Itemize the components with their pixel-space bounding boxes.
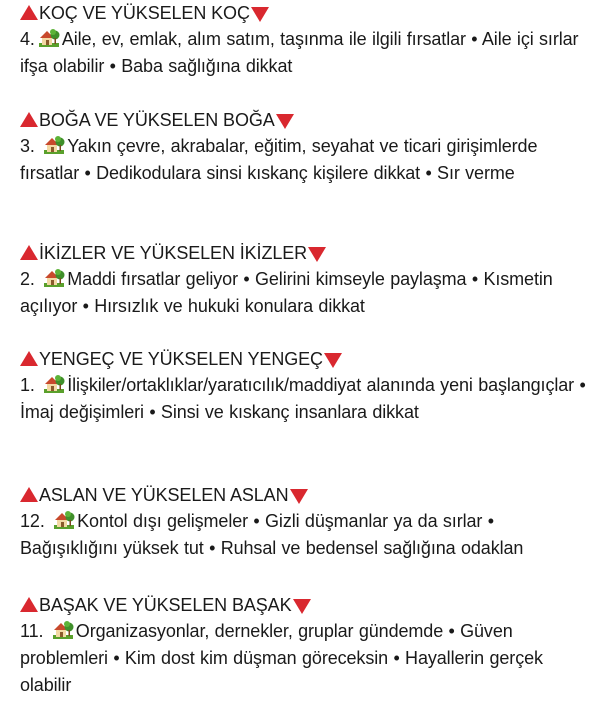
forecast-text: Organizasyonlar, dernekler, gruplar gündemde • Güven problemleri • Kim dost kim düşman göreceksin • Hayallerin gerçek olabilir (20, 621, 543, 695)
sign-heading (20, 0, 595, 26)
house-with-garden-icon (43, 135, 65, 155)
sign-title: ASLAN VE YÜKSELEN ASLAN (39, 485, 289, 505)
house-with-garden-icon (38, 28, 60, 48)
red-triangle-up-icon (20, 245, 38, 260)
red-triangle-down-icon (293, 599, 311, 614)
red-triangle-down-icon (308, 247, 326, 262)
sign-heading (20, 346, 595, 372)
house-number: 2. (20, 269, 35, 289)
sign-block-boga (20, 107, 595, 187)
forecast-text: Aile, ev, emlak, alım satım, taşınma ile ilgili fırsatlar • Aile içi sırlar ifşa olabilir • Baba sağlığına dikkat (20, 29, 579, 76)
house-number: 4. (20, 29, 35, 49)
sign-title: YENGEÇ VE YÜKSELEN YENGEÇ (39, 349, 323, 369)
sign-block-koc (20, 0, 595, 80)
sign-block-ikizler (20, 240, 595, 320)
house-with-garden-icon (53, 510, 75, 530)
red-triangle-up-icon (20, 112, 38, 127)
sign-block-yengec (20, 346, 595, 426)
forecast-text: İlişkiler/ortaklıklar/yaratıcılık/maddiyat alanında yeni başlangıçlar • İmaj değişimleri • Sinsi ve kıskanç insanlara dikkat (20, 375, 586, 422)
house-number: 12. (20, 511, 45, 531)
sign-title: İKİZLER VE YÜKSELEN İKİZLER (39, 243, 308, 263)
sign-heading (20, 240, 595, 266)
sign-title: BAŞAK VE YÜKSELEN BAŞAK (39, 595, 292, 615)
red-triangle-down-icon (251, 7, 269, 22)
forecast-text: Yakın çevre, akrabalar, eğitim, seyahat ve ticari girişimlerde fırsatlar • Dedikodulara sinsi kıskanç kişilere dikkat • Sır verme (20, 136, 538, 183)
red-triangle-down-icon (290, 489, 308, 504)
sign-block-aslan (20, 482, 595, 562)
red-triangle-up-icon (20, 5, 38, 20)
house-number: 1. (20, 375, 35, 395)
house-with-garden-icon (43, 268, 65, 288)
red-triangle-down-icon (276, 114, 294, 129)
sign-forecast (20, 508, 595, 562)
house-number: 3. (20, 136, 35, 156)
house-with-garden-icon (43, 374, 65, 394)
sign-title: KOÇ VE YÜKSELEN KOÇ (39, 3, 250, 23)
sign-heading (20, 592, 595, 618)
red-triangle-up-icon (20, 487, 38, 502)
sign-forecast (20, 133, 595, 187)
sign-forecast (20, 618, 595, 699)
red-triangle-up-icon (20, 351, 38, 366)
sign-forecast (20, 372, 595, 426)
house-number: 11. (20, 621, 44, 641)
forecast-text: Kontol dışı gelişmeler • Gizli düşmanlar ya da sırlar • Bağışıklığını yüksek tut • Ruhsal ve bedensel sağlığına odaklan (20, 511, 524, 558)
sign-block-basak (20, 592, 595, 699)
house-with-garden-icon (52, 620, 74, 640)
sign-heading (20, 482, 595, 508)
sign-title: BOĞA VE YÜKSELEN BOĞA (39, 110, 275, 130)
sign-heading (20, 107, 595, 133)
red-triangle-up-icon (20, 597, 38, 612)
red-triangle-down-icon (324, 353, 342, 368)
sign-forecast (20, 26, 595, 80)
forecast-text: Maddi fırsatlar geliyor • Gelirini kimseyle paylaşma • Kısmetin açılıyor • Hırsızlık ve hukuki konulara dikkat (20, 269, 553, 316)
sign-forecast (20, 266, 595, 320)
